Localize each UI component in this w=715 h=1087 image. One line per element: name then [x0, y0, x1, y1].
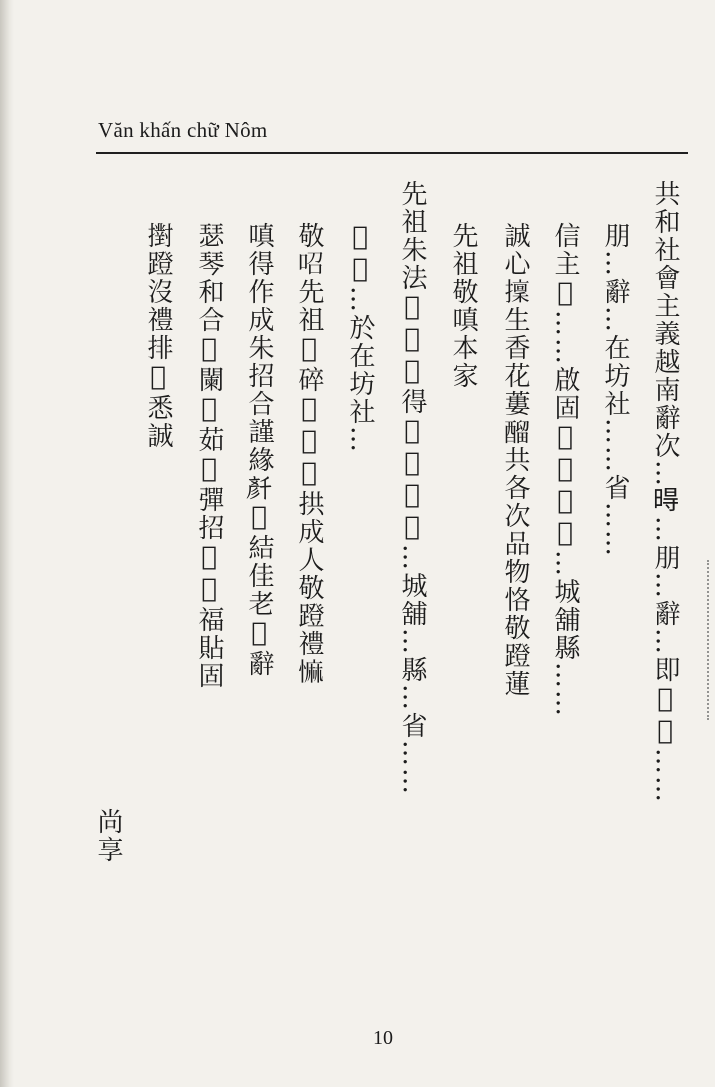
text-column-6: 先祖朱法𩈘𡀮𩈘得𥙩𡀿𡀮𥪝…城舖…縣…省…… [397, 180, 427, 796]
header-rule [96, 152, 688, 154]
text-column-9: 嗔得作成朱招合謹緣𠦳𠂫結佳老𡗶辭 [244, 222, 274, 678]
text-column-11: 𢷮蹬沒禮排𣋚悉誠 [143, 222, 173, 450]
text-column-4: 誠心𢶸生香花蔞𨢇共各次品物恪敬蹬蓮 [500, 222, 530, 698]
page-binding-edge [0, 0, 14, 1087]
text-column-2: 朋…辭…在坊社……省…… [600, 222, 630, 558]
text-column-3: 信主𥪝……啟固𩈘𠀧𡀮𥪝…城舖縣…… [550, 222, 580, 718]
text-column-7: 𩈘翁…於在坊社… [345, 222, 375, 454]
running-header-title: Văn khấn chữ Nôm [98, 118, 268, 142]
text-column-10: 瑟琴和合𢧚闌𢧚茹𩈘彈招𧵑𢃊福貼固 [194, 222, 224, 690]
margin-ornament [704, 560, 709, 720]
page-number: 10 [373, 1027, 393, 1049]
text-column-8: 敬𠰉先祖𩈘碎𠂫𢧚𢧚拱成人敬蹬禮𢠩 [294, 222, 324, 686]
closing-column: 尚享 [93, 808, 123, 864]
text-column-5: 先祖敬嗔本家 [448, 222, 478, 390]
text-column-1: 共和社會主義越南辭次…𣈜…朋…辭…即𥪝𣈜…… [650, 180, 680, 804]
